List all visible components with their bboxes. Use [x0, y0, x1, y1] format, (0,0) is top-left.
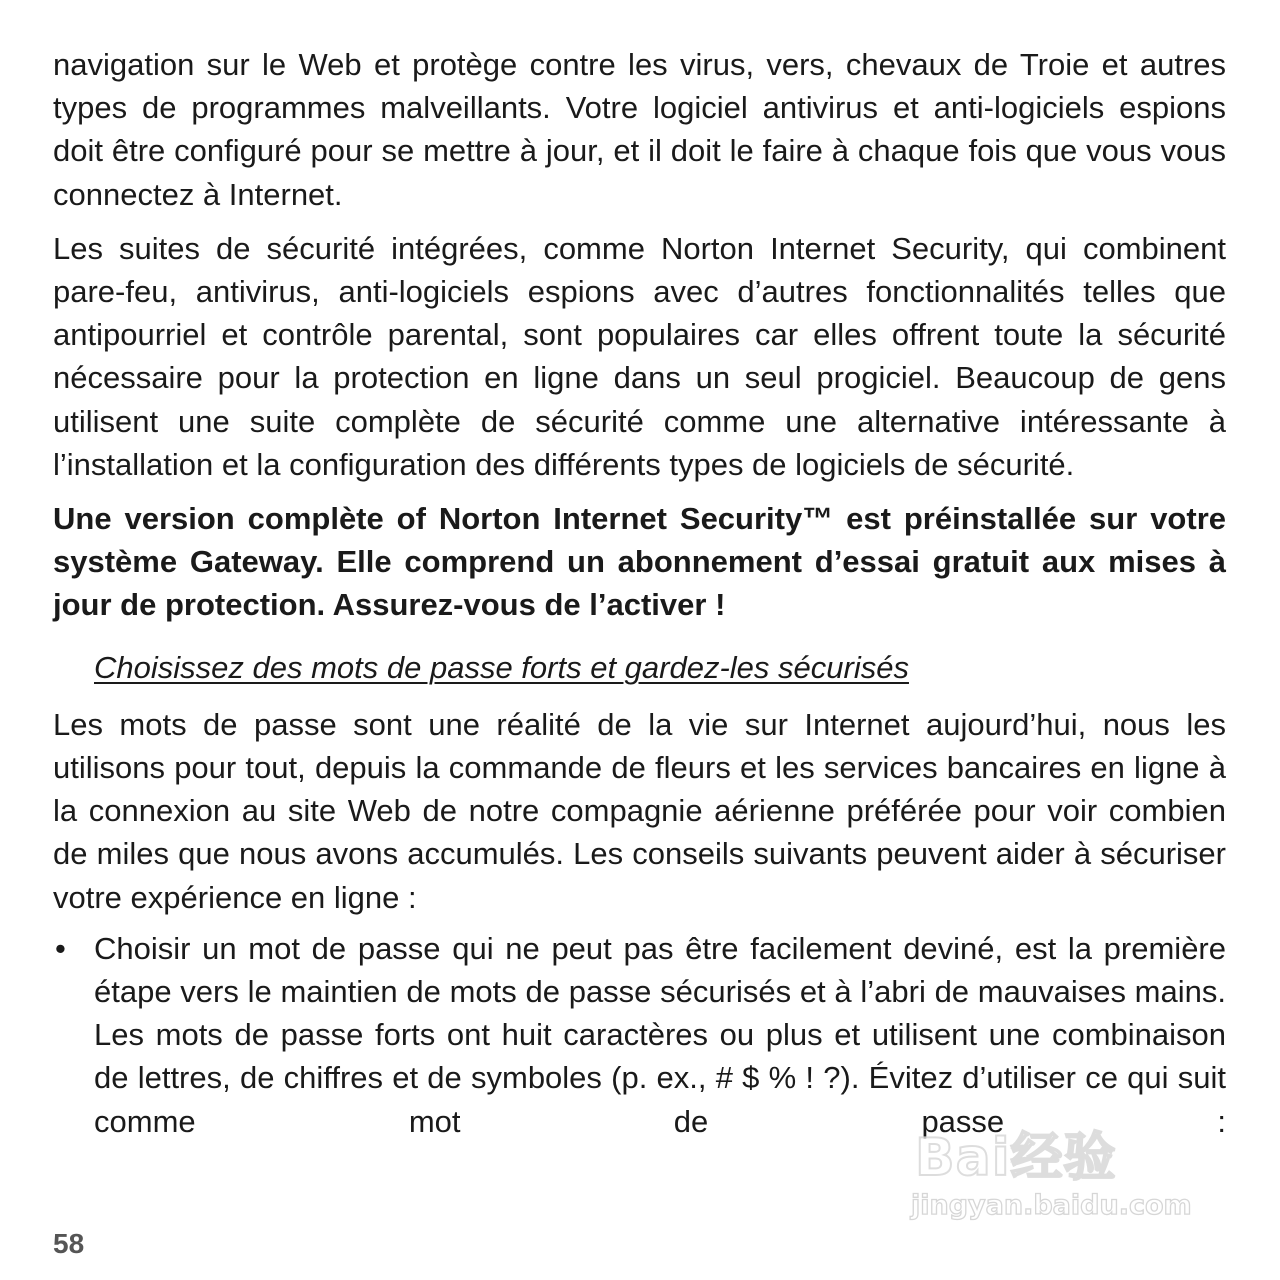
bullet-icon: • — [55, 930, 66, 966]
paragraph-antivirus: navigation sur le Web et protège contre les virus, vers, chevaux de Troie et autres types de programmes malveillants. Votre logiciel antivirus et anti-logiciels espions doit être configuré pour se mettre à jour, et il doit le faire à chaque fois que vous vous connectez à Internet. — [53, 47, 1226, 212]
watermark-url: jingyan.baidu.com — [911, 1190, 1192, 1221]
bullet-list — [53, 927, 1226, 1143]
list-item — [53, 927, 1226, 1143]
section-heading-passwords: Choisissez des mots de passe forts et gardez-les sécurisés — [94, 649, 909, 685]
page-number: 58 — [53, 1228, 85, 1259]
paragraph-passwords-intro: Les mots de passe sont une réalité de la vie sur Internet aujourd’hui, nous les utilisons pour tout, depuis la commande de fleurs et les services bancaires en ligne à la connexion au site Web de notre compagnie aérienne préférée pour voir combien de miles que nous avons accumulés. Les conseils suivants peuvent aider à sécuriser votre expérience en ligne : — [53, 706, 1226, 915]
list-item-text: Choisir un mot de passe qui ne peut pas être facilement deviné, est la première étape vers le maintien de mots de passe sécurisés et à l’abri de mauvaises mains. Les mots de passe forts ont huit caractères ou plus et utilisent une combinaison de lettres, de chiffres et de symboles (p. ex., # $ % ! ?). Évitez d’utiliser ce qui suit comme mot de passe : — [94, 930, 1226, 1139]
paragraph-security-suites: Les suites de sécurité intégrées, comme Norton Internet Security, qui combinent pare-feu, antivirus, anti-logiciels espions avec d’autres fonctionnalités telles que antipourriel et contrôle parental, sont populaires car elles offrent toute la sécurité nécessaire pour la protection en ligne dans un seul progiciel. Beaucoup de gens utilisent une suite complète de sécurité comme une alternative intéressante à l’installation et la configuration des différents types de logiciels de sécurité. — [53, 230, 1226, 482]
baidu-logo-icon: Bai经验 — [915, 1128, 1117, 1188]
paragraph-norton-notice: Une version complète of Norton Internet Security™ est préinstallée sur votre système Gateway. Elle comprend un abonnement d’essai gratuit aux mises à jour de protection. Assurez-vous de l’activer ! — [53, 501, 1226, 623]
document-page — [53, 43, 1226, 1143]
